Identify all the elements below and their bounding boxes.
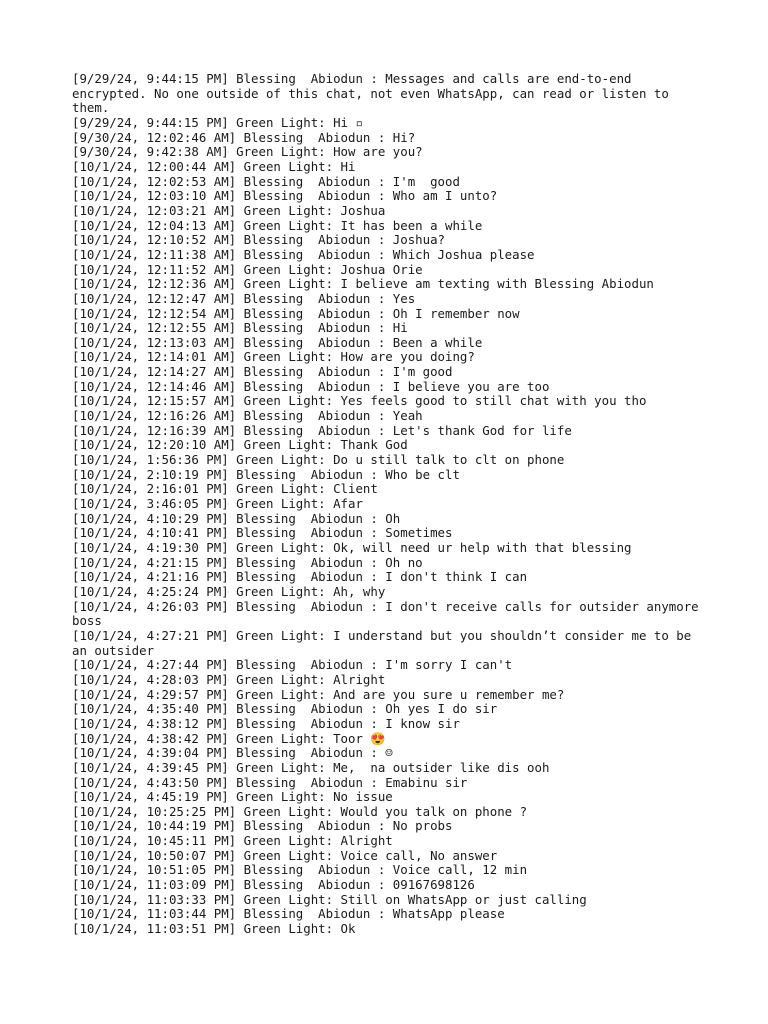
chat-message-line: [10/1/24, 11:03:09 PM] Blessing Abiodun : 09167698126 [72, 877, 475, 893]
chat-message-line: [10/1/24, 12:14:27 AM] Blessing Abiodun : I'm good [72, 364, 453, 380]
chat-message-line: [10/1/24, 4:10:41 PM] Blessing Abiodun : Sometimes [72, 525, 453, 541]
chat-message-line: [10/1/24, 4:27:21 PM] Green Light: I understand but you shouldn’t consider me to be an outsider [72, 627, 699, 658]
chat-message-line: [10/1/24, 3:46:05 PM] Green Light: Afar [72, 496, 363, 512]
chat-message-line: [10/1/24, 11:03:44 PM] Blessing Abiodun : WhatsApp please [72, 906, 505, 922]
chat-message-line: [10/1/24, 2:10:19 PM] Blessing Abiodun : Who be clt [72, 466, 460, 482]
chat-message-line: [10/1/24, 4:19:30 PM] Green Light: Ok, will need ur help with that blessing [72, 540, 632, 555]
chat-message-line: [10/1/24, 11:03:51 PM] Green Light: Ok [72, 921, 356, 937]
chat-message-line: [10/1/24, 4:10:29 PM] Blessing Abiodun : Oh [72, 510, 401, 526]
chat-message-line: [10/1/24, 12:12:55 AM] Blessing Abiodun : Hi [72, 320, 408, 336]
chat-message-line: [10/1/24, 12:20:10 AM] Green Light: Thank God [72, 437, 408, 453]
chat-message-line: [10/1/24, 12:16:26 AM] Blessing Abiodun : Yeah [72, 408, 423, 424]
chat-message-line: [10/1/24, 10:45:11 PM] Green Light: Alright [72, 833, 393, 849]
chat-message-line: [10/1/24, 12:00:44 AM] Green Light: Hi [72, 158, 356, 174]
chat-message-line: [10/1/24, 12:12:36 AM] Green Light: I believe am texting with Blessing Abiodun [72, 276, 654, 292]
chat-message-line: [10/1/24, 4:21:16 PM] Blessing Abiodun : I don't think I can [72, 569, 528, 585]
chat-message-line: [10/1/24, 4:29:57 PM] Green Light: And are you sure u remember me? [72, 686, 565, 702]
chat-message-line: [10/1/24, 12:10:52 AM] Blessing Abiodun : Joshua? [72, 232, 445, 248]
chat-message-line: [10/1/24, 12:16:39 AM] Blessing Abiodun : Let's thank God for life [72, 422, 572, 438]
chat-message-line: [10/1/24, 4:28:03 PM] Green Light: Alright [72, 671, 386, 687]
chat-message-line: [10/1/24, 12:03:10 AM] Blessing Abiodun : Who am I unto? [72, 188, 498, 204]
chat-message-line: [10/1/24, 12:04:13 AM] Green Light: It has been a while [72, 217, 483, 233]
chat-message-line: [10/1/24, 4:21:15 PM] Blessing Abiodun : Oh no [72, 554, 423, 570]
chat-message-line: [9/29/24, 9:44:15 PM] Green Light: Hi ▫ [72, 114, 363, 130]
chat-message-line: [10/1/24, 4:26:03 PM] Blessing Abiodun : I don't receive calls for outsider anymore boss [72, 598, 707, 629]
chat-message-line: [10/1/24, 10:25:25 PM] Green Light: Would you talk on phone ? [72, 803, 528, 819]
chat-message-line: [10/1/24, 12:14:01 AM] Green Light: How are you doing? [72, 349, 475, 365]
chat-message-line: [10/1/24, 1:56:36 PM] Green Light: Do u still talk to clt on phone [72, 452, 565, 468]
chat-message-line: [10/1/24, 12:12:47 AM] Blessing Abiodun : Yes [72, 290, 416, 306]
chat-message-line: [10/1/24, 12:03:21 AM] Green Light: Joshua [72, 202, 386, 218]
chat-message-line: [10/1/24, 4:45:19 PM] Green Light: No issue [72, 789, 393, 805]
chat-message-line: [10/1/24, 4:38:42 PM] Green Light: Toor 😍 [72, 730, 386, 746]
chat-message-line: [10/1/24, 4:38:12 PM] Blessing Abiodun : I know sir [72, 715, 460, 731]
chat-message-line: [10/1/24, 4:27:44 PM] Blessing Abiodun : I'm sorry I can't [72, 657, 513, 673]
chat-message-line: [10/1/24, 12:02:53 AM] Blessing Abiodun : I'm good [72, 173, 460, 189]
chat-message-line: [10/1/24, 4:39:45 PM] Green Light: Me, na outsider like dis ooh [72, 759, 550, 775]
chat-transcript [72, 72, 712, 937]
chat-message-line: [9/29/24, 9:44:15 PM] Blessing Abiodun : Messages and calls are end-to-end encrypted. No one outside of this chat, not even WhatsApp, can read or listen to them. [72, 71, 677, 116]
chat-message-line: [9/30/24, 12:02:46 AM] Blessing Abiodun : Hi? [72, 129, 416, 145]
chat-message-line: [10/1/24, 2:16:01 PM] Green Light: Client [72, 481, 378, 497]
chat-message-line: [10/1/24, 12:15:57 AM] Green Light: Yes feels good to still chat with you tho [72, 393, 647, 409]
chat-message-line: [10/1/24, 4:39:04 PM] Blessing Abiodun : ☺ [72, 745, 393, 761]
chat-message-line: [10/1/24, 12:14:46 AM] Blessing Abiodun : I believe you are too [72, 378, 550, 394]
chat-message-line: [10/1/24, 10:44:19 PM] Blessing Abiodun : No probs [72, 818, 453, 834]
chat-message-line: [10/1/24, 4:35:40 PM] Blessing Abiodun : Oh yes I do sir [72, 701, 498, 717]
chat-message-line: [10/1/24, 10:50:07 PM] Green Light: Voice call, No answer [72, 847, 498, 863]
chat-message-line: [10/1/24, 12:12:54 AM] Blessing Abiodun : Oh I remember now [72, 305, 520, 321]
chat-message-line: [10/1/24, 12:11:38 AM] Blessing Abiodun : Which Joshua please [72, 246, 535, 262]
chat-message-line: [10/1/24, 12:13:03 AM] Blessing Abiodun : Been a while [72, 334, 483, 350]
chat-message-line: [10/1/24, 11:03:33 PM] Green Light: Still on WhatsApp or just calling [72, 891, 587, 907]
chat-message-line: [10/1/24, 12:11:52 AM] Green Light: Joshua Orie [72, 261, 423, 277]
chat-message-line: [9/30/24, 9:42:38 AM] Green Light: How are you? [72, 144, 423, 160]
chat-message-line: [10/1/24, 10:51:05 PM] Blessing Abiodun : Voice call, 12 min [72, 862, 528, 878]
chat-message-line: [10/1/24, 4:25:24 PM] Green Light: Ah, why [72, 583, 386, 599]
chat-message-line: [10/1/24, 4:43:50 PM] Blessing Abiodun : Emabinu sir [72, 774, 468, 790]
